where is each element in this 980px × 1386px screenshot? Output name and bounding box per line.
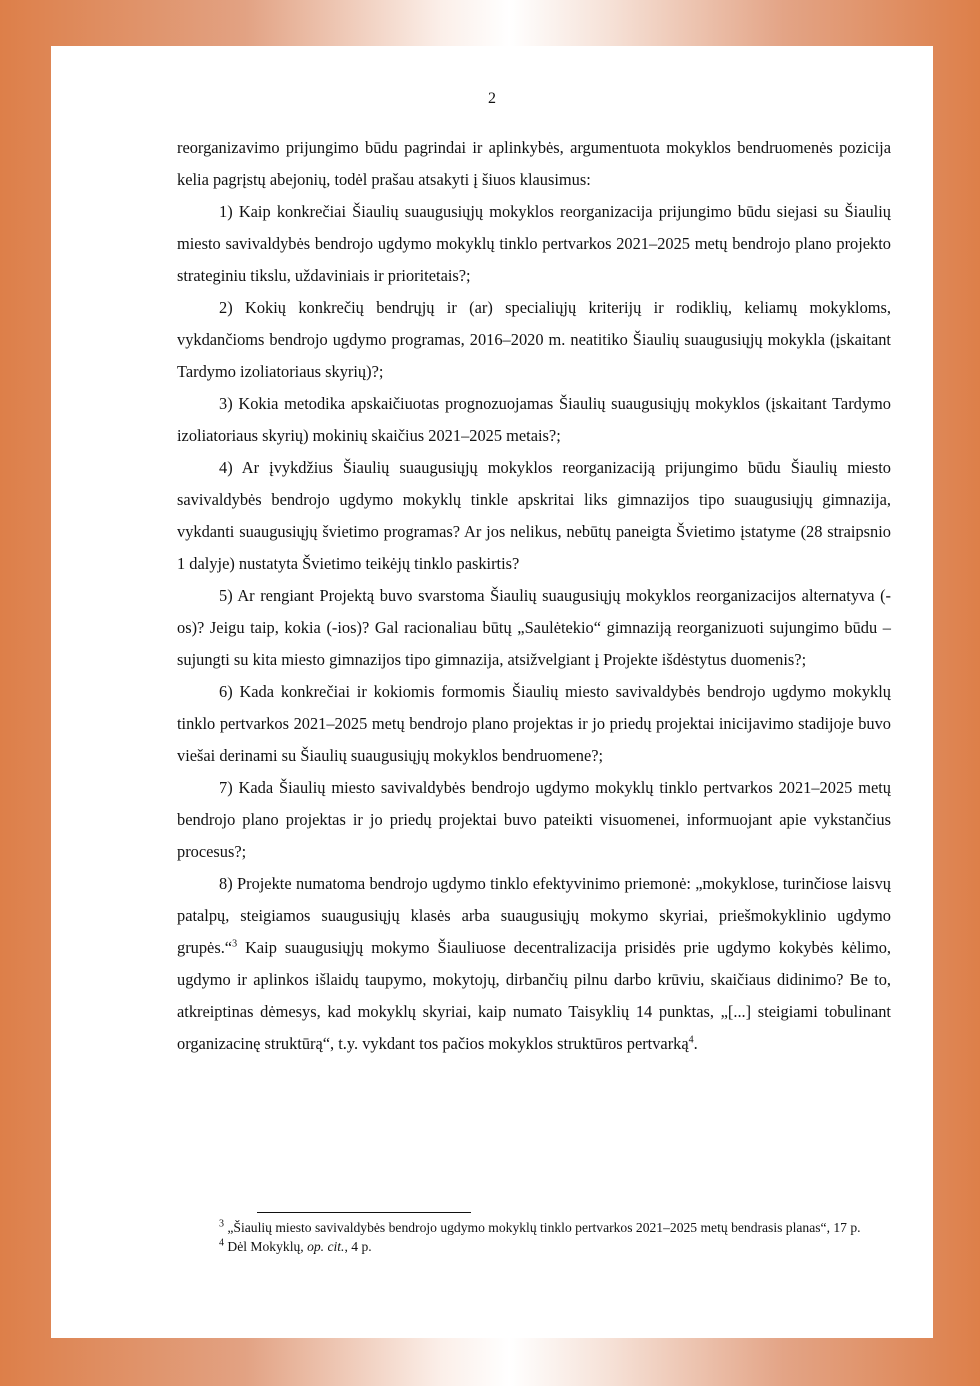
paragraph: reorganizavimo prijungimo būdu pagrindai ir aplinkybės, argumentuota mokyklos bendruomenės pozicija kelia pagrįstų abejonių, todėl prašau atsakyti į šiuos klausimus: bbox=[177, 138, 891, 189]
question-3: 3) Kokia metodika apskaičiuotas prognozuojamas Šiaulių suaugusiųjų mokyklos (įskaitant Tardymo izoliatoriaus skyrių) mokinių skaičius 2021–2025 metais?; bbox=[177, 394, 891, 445]
document-body bbox=[177, 132, 891, 1060]
q8-text-3: . bbox=[693, 1034, 698, 1053]
question-2: 2) Kokių konkrečių bendrųjų ir (ar) specialiųjų kriterijų ir rodiklių, keliamų mokykloms, vykdančioms bendrojo ugdymo programas, 2016–2020 m. neatitiko Šiaulių suaugusiųjų mokykla (įskaitant Tardymo izoliatoriaus skyrių)?; bbox=[177, 298, 891, 381]
footnote-mark: 3 bbox=[219, 1218, 224, 1230]
q8-text-2: Kaip suaugusiųjų mokymo Šiauliuose decentralizacija prisidės prie ugdymo kokybės kėlimo, ugdymo ir aplinkos išlaidų taupymo, mokytojų, dirbančių pilnu darbo krūviu, skaičiaus didinimo? Be to, atkreiptinas dėmesys, kad mokyklų skyriai, kaip numato Taisyklių 14 punktas, „[...] steigiami tobulinant organizacinę struktūrą“, t.y. vykdant tos pačios mokyklos struktūros pertvarką bbox=[177, 938, 891, 1053]
footnote-ref-4: 4 bbox=[688, 1034, 694, 1046]
footnote-text: Dėl Mokyklų, bbox=[224, 1239, 308, 1254]
question-5: 5) Ar rengiant Projektą buvo svarstoma Šiaulių suaugusiųjų mokyklos reorganizacijos alternatyva (-os)? Jeigu taip, kokia (-ios)? Gal racionaliau būtų „Saulėtekio“ gimnaziją reorganizuoti sujungimo būdu – sujungti su kita miesto gimnazijos tipo gimnazija, atsižvelgiant į Projekte išdėstytus duomenis?; bbox=[177, 586, 891, 669]
footnote-text: , 4 p. bbox=[344, 1239, 372, 1254]
q8-text-1: 8) Projekte numatoma bendrojo ugdymo tinklo efektyvinimo priemonė: „mokyklose, turinčiose laisvų patalpų, steigiamos suaugusiųjų klasės arba suaugusiųjų mokymo skyriai, priešmokyklinio ugdymo grupės.“ bbox=[177, 874, 891, 957]
question-1: 1) Kaip konkrečiai Šiaulių suaugusiųjų mokyklos reorganizacija prijungimo būdu siejasi su Šiaulių miesto savivaldybės bendrojo ugdymo mokyklų tinklo pertvarkos 2021–2025 metų bendrojo plano projekto strateginiu tikslu, uždaviniais ir prioritetais?; bbox=[177, 202, 891, 285]
document-page bbox=[51, 46, 933, 1338]
footnote-italic: op. cit. bbox=[307, 1239, 345, 1254]
footnotes bbox=[177, 1218, 891, 1256]
footnote-separator bbox=[257, 1212, 471, 1213]
footnote-3 bbox=[177, 1218, 891, 1237]
question-4: 4) Ar įvykdžius Šiaulių suaugusiųjų mokyklos reorganizaciją prijungimo būdu Šiaulių miesto savivaldybės bendrojo ugdymo mokyklų tinkle apskritai liks gimnazijos tipo suaugusiųjų gimnazija, vykdanti suaugusiųjų švietimo programas? Ar jos nelikus, nebūtų paneigta Švietimo įstatyme (28 straipsnio 1 dalyje) nustatyta Švietimo teikėjų tinklo paskirtis? bbox=[177, 458, 891, 573]
page-number: 2 bbox=[488, 90, 496, 107]
question-8 bbox=[177, 868, 891, 1060]
footnote-4 bbox=[177, 1237, 891, 1256]
question-6: 6) Kada konkrečiai ir kokiomis formomis Šiaulių miesto savivaldybės bendrojo ugdymo mokyklų tinklo pertvarkos 2021–2025 metų bendrojo plano projektas ir jo priedų projektai inicijavimo stadijoje buvo viešai derinami su Šiaulių suaugusiųjų mokyklos bendruomene?; bbox=[177, 682, 891, 765]
footnote-mark: 4 bbox=[219, 1237, 224, 1249]
question-7: 7) Kada Šiaulių miesto savivaldybės bendrojo ugdymo mokyklų tinklo pertvarkos 2021–2025 metų bendrojo plano projektas ir jo priedų projektai buvo pateikti visuomenei, informuojant apie vykstančius procesus?; bbox=[177, 778, 891, 861]
footnote-text: „Šiaulių miesto savivaldybės bendrojo ugdymo mokyklų tinklo pertvarkos 2021–2025 metų bendrasis planas“, 17 p. bbox=[224, 1220, 861, 1235]
footnote-ref-3: 3 bbox=[232, 938, 238, 950]
